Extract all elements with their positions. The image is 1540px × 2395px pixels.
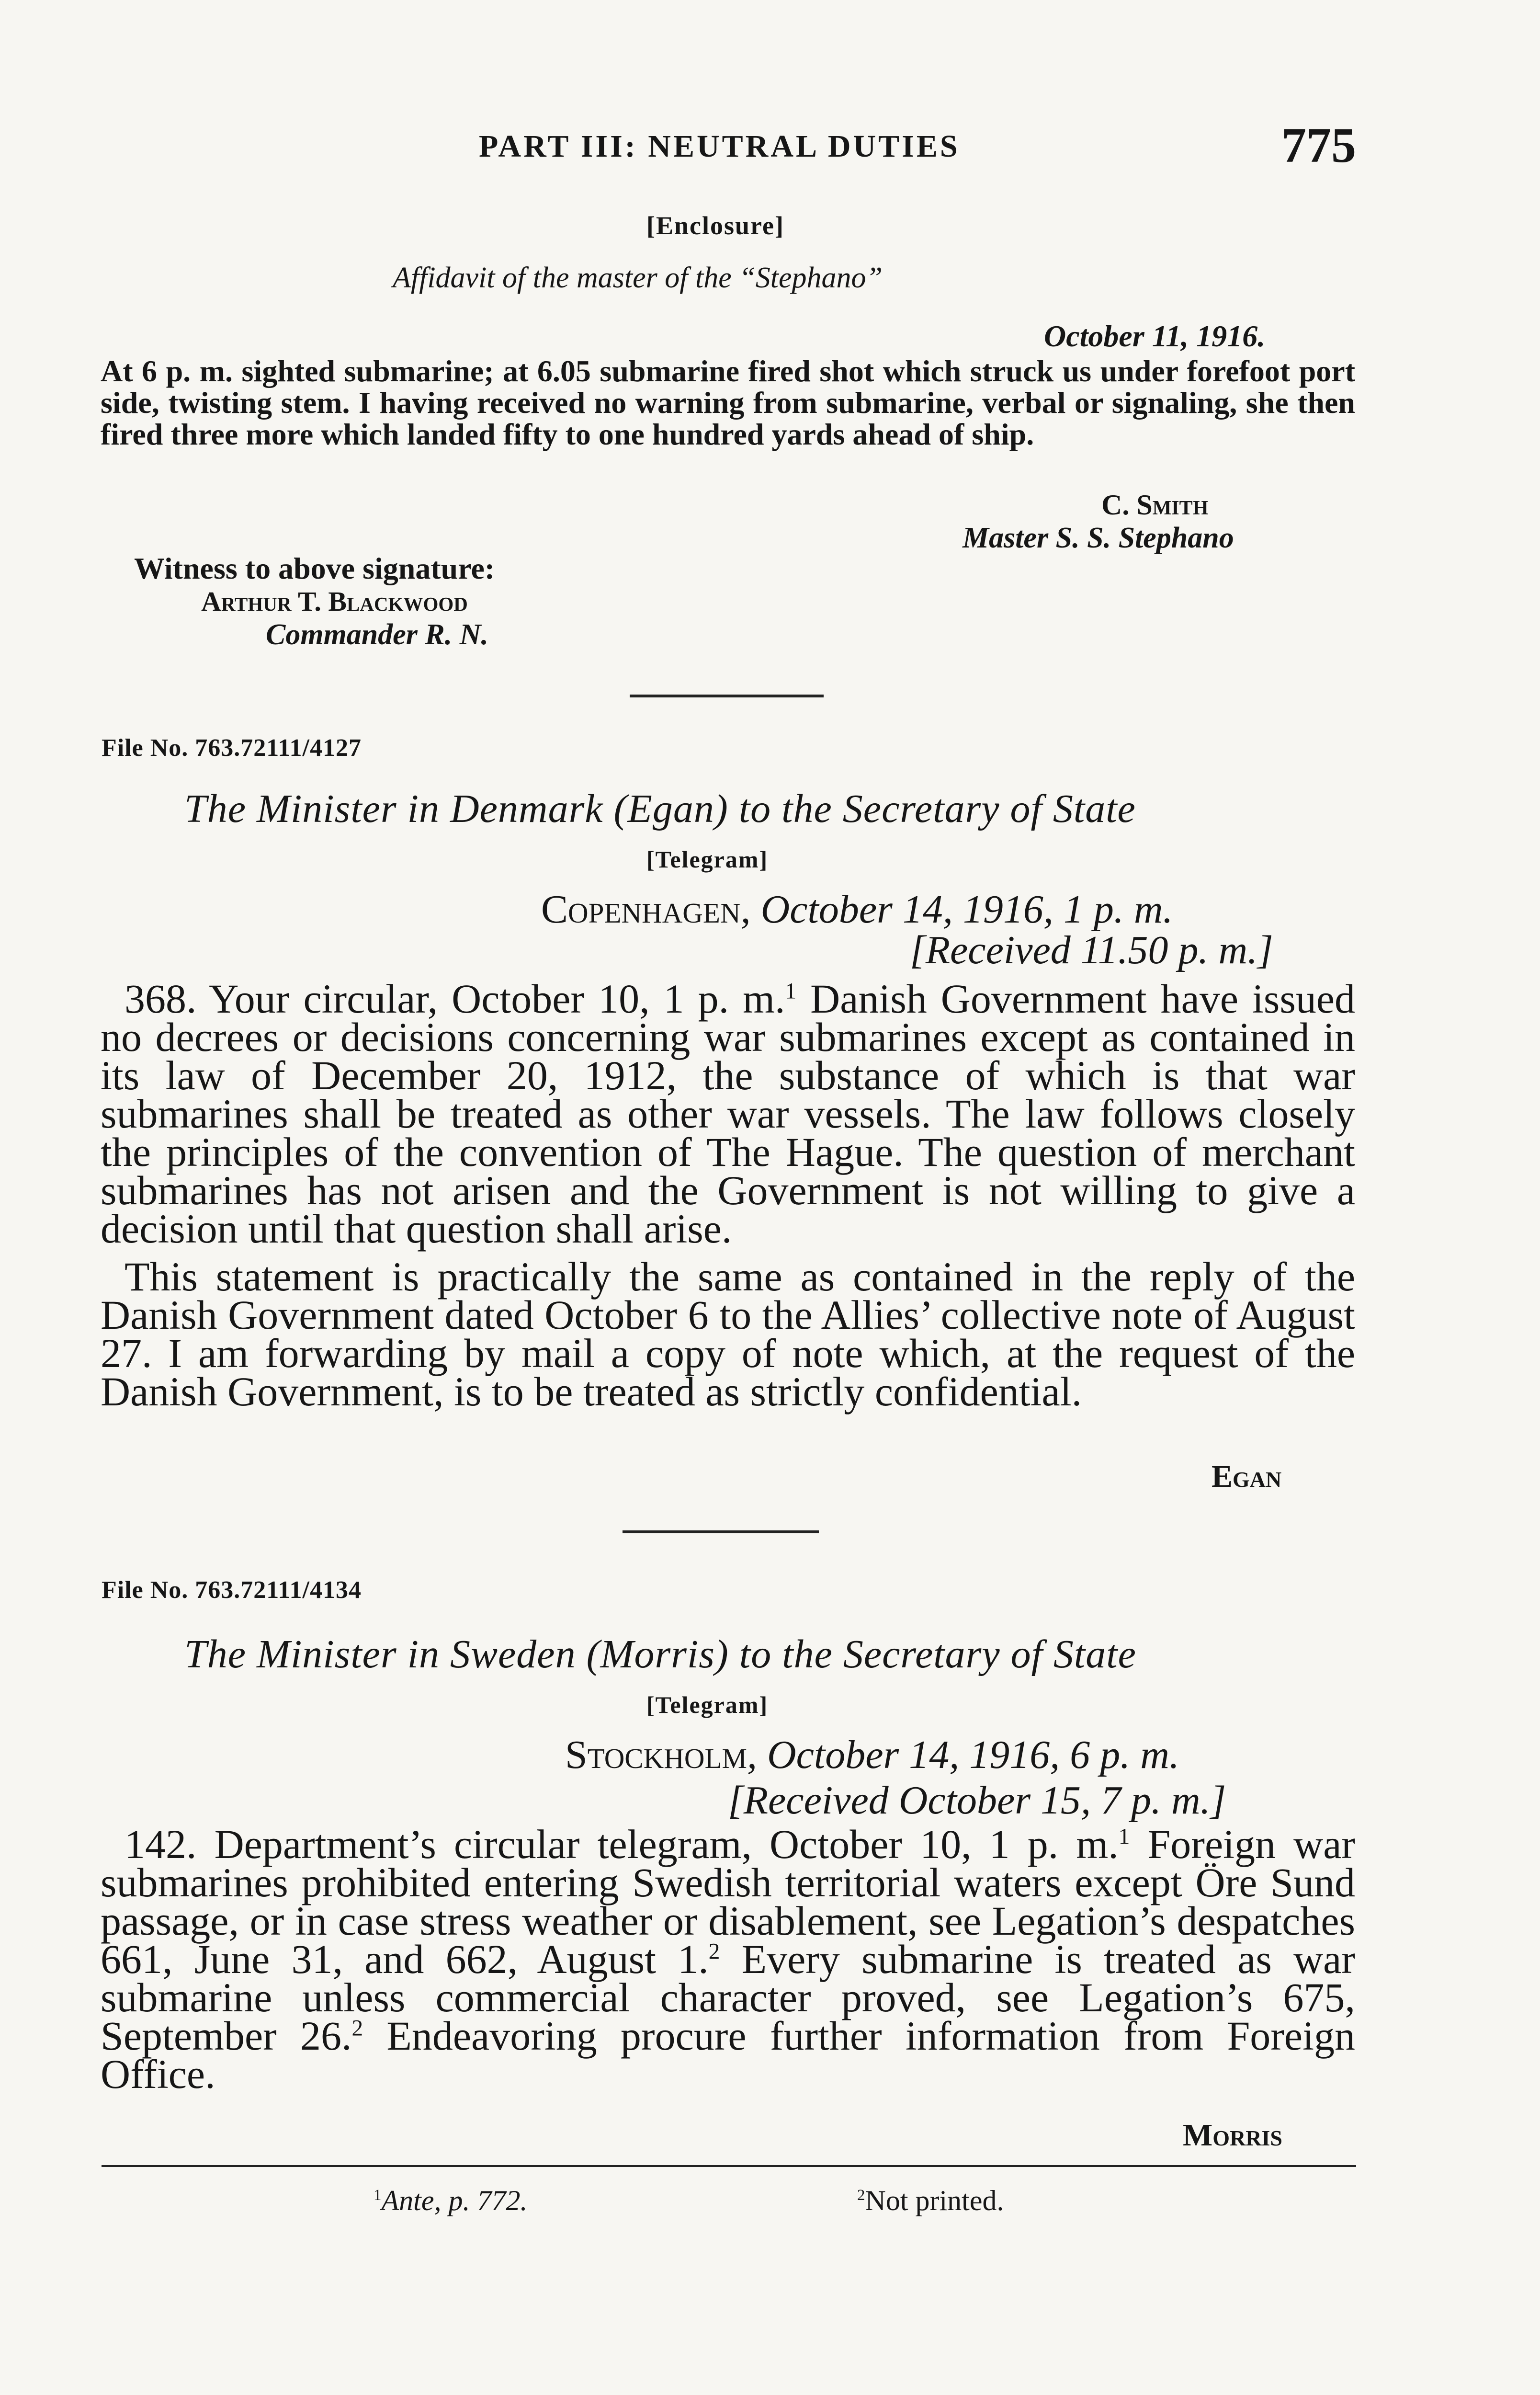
footnote-1	[374, 2184, 527, 2217]
dateline	[565, 1732, 1179, 1778]
telegram-label: [Telegram]	[646, 1691, 769, 1718]
received-line: [Received October 15, 7 p. m.]	[728, 1778, 1226, 1823]
paragraph-text: 142. Department’s circular telegram, October 10, 1 p. m.	[125, 1821, 1119, 1867]
file-number: File No. 763.72111/4127	[102, 734, 362, 762]
telegram-signature: Egan	[1212, 1459, 1282, 1494]
footnote-2	[857, 2184, 1004, 2217]
telegram-label: [Telegram]	[646, 846, 769, 873]
enclosure-label: [Enclosure]	[646, 211, 784, 240]
dateline-place: Copenhagen	[541, 887, 741, 932]
affidavit-signature-title: Master S. S. Stephano	[962, 522, 1234, 554]
footnote-ref: 1	[1118, 1824, 1130, 1849]
document-title: The Minister in Sweden (Morris) to the Secretary of State	[184, 1632, 1136, 1676]
telegram-paragraph	[101, 976, 1356, 1252]
affidavit-caption: Affidavit of the master of the “Stephano”	[393, 262, 883, 294]
footnote-ref: 1	[785, 979, 797, 1004]
footnote-mark: 2	[857, 2187, 865, 2204]
footnote-mark: 1	[374, 2187, 382, 2204]
affidavit-signature: C. Smith	[1101, 489, 1209, 521]
telegram-signature: Morris	[1183, 2118, 1282, 2153]
section-divider	[630, 695, 824, 697]
witness-label: Witness to above signature:	[134, 551, 495, 585]
telegram-paragraph	[101, 1821, 1355, 2097]
paragraph-text: Every submarine is treated as war submarine unless commercial character proved, see Legation’s 675, September 26.	[101, 1936, 1355, 2059]
telegram-paragraph-2: This statement is practically the same as contained in the reply of the Danish Government dated October 6 to the Allies’ collective note of August 27. I am forwarding by mail a copy of note which, at the request of the Danish Government, is to be treated as strictly confidential.	[101, 1254, 1355, 1414]
paragraph-text: Danish Government have issued no decrees or decisions concerning war submarines except as contained in its law of December 20, 1912, the substance of which is that war submarines shall be treated as other war vessels. The law follows closely the principles of the convention of The Hague. The question of merchant submarines has not arisen and the Government is not willing to give a decision until that question shall arise.	[101, 976, 1356, 1252]
running-title: PART III: NEUTRAL DUTIES	[479, 129, 960, 164]
footnote-text: Ante, p. 772.	[381, 2185, 528, 2216]
dateline-date: , October 14, 1916, 6 p. m.	[747, 1733, 1179, 1777]
page-number: 775	[1281, 118, 1356, 173]
dateline-date: , October 14, 1916, 1 p. m.	[740, 887, 1173, 932]
paragraph-text: Endeavoring procure further information from Foreign Office.	[101, 2013, 1355, 2097]
affidavit-body: At 6 p. m. sighted submarine; at 6.05 submarine fired shot which struck us under forefoot port side, twisting stem. I having received no warning from submarine, verbal or signaling, she then fired three more which landed fifty to one hundred yards ahead of ship.	[101, 354, 1355, 451]
file-number: File No. 763.72111/4134	[102, 1576, 362, 1604]
footnote-rule	[102, 2165, 1356, 2167]
footnote-ref: 2	[351, 2016, 363, 2041]
paragraph-text: Foreign war submarines prohibited entering Swedish territorial waters except Öre Sund passage, or in case stress weather or disablement, see Legation’s despatches 661, June 31, and 662, August 1.	[101, 1821, 1355, 1982]
footnote-text: Not printed.	[865, 2185, 1004, 2216]
dateline-place: Stockholm	[565, 1733, 747, 1777]
affidavit-date: October 11, 1916.	[1044, 319, 1266, 353]
received-line: [Received 11.50 p. m.]	[910, 928, 1273, 972]
paragraph-text: 368. Your circular, October 10, 1 p. m.	[125, 976, 785, 1022]
witness-name: Arthur T. Blackwood	[201, 586, 468, 617]
witness-title: Commander R. N.	[266, 618, 489, 651]
document-title: The Minister in Denmark (Egan) to the Secretary of State	[184, 787, 1136, 831]
dateline	[541, 886, 1173, 933]
section-divider	[623, 1530, 819, 1533]
footnote-ref: 2	[708, 1939, 720, 1964]
